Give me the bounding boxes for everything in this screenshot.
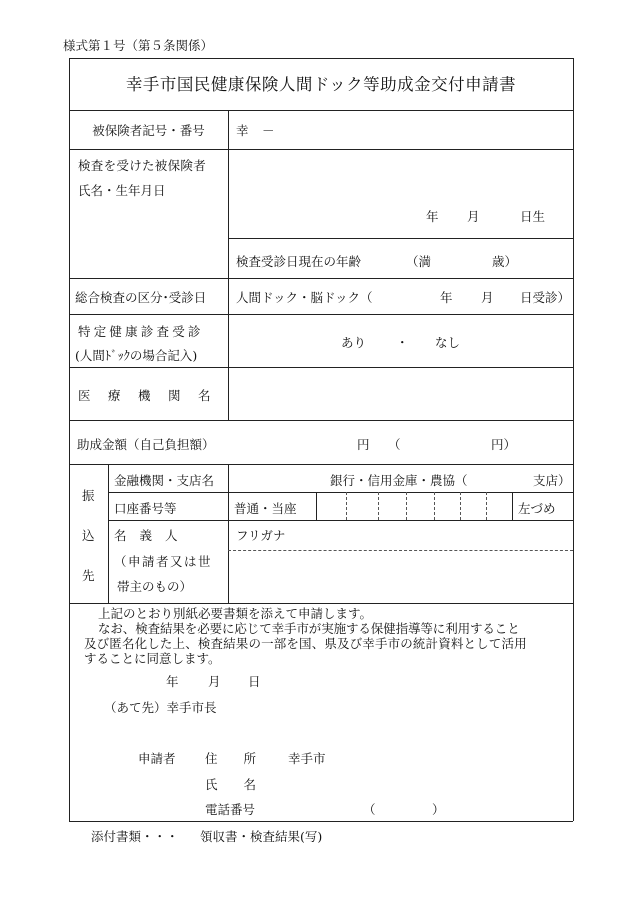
declaration-day: 日 [248,674,261,689]
amount-yen: 円 [357,437,370,452]
specific-checkup-label-line2: (人間ﾄﾞｯｸの場合記入) [75,348,198,363]
specific-checkup-label-line1: 特定健康診査受診 [78,324,204,339]
bank-value: 銀行・信用金庫・農協（ [330,473,468,488]
transfer-label-char-3: 先 [82,568,95,583]
phone-open: （ [363,802,376,817]
exam-type-label: 総合検査の区分･受診日 [75,290,207,305]
applicant-label: 申請者 [138,751,176,766]
form-title: 幸手市国民健康保険人間ドック等助成金交付申請書 [125,75,517,94]
declaration-month: 月 [208,674,221,689]
holder-note-line1: （申請者又は世 [114,554,213,569]
phone-close: ） [432,802,445,817]
amount-close: 円） [491,437,517,452]
birth-month: 月 [467,209,480,224]
bank-label: 金融機関・支店名 [114,473,215,488]
declaration-line4: することに同意します。 [84,651,221,666]
furigana-label: フリガナ [236,528,286,543]
address-label: 住所 [205,751,283,766]
examinee-label-line1: 検査を受けた被保険者 [78,158,207,173]
insurer-dash: － [262,123,275,138]
attachments-label: 添付書類・・・ [91,829,179,844]
insurer-number-label: 被保険者記号・番号 [92,123,205,138]
branch-label: 支店） [533,473,571,488]
left-align-note: 左づめ [518,501,556,516]
checkup-option-separator: ・ [396,335,409,350]
checkup-option-yes: あり [341,335,367,350]
declaration-line3: 及び匿名化した上、検査結果の一部を国、県及び幸手市の統計資料として活用 [84,636,527,651]
holder-note-line2: 帯主のもの） [117,579,193,594]
amount-open: （ [388,437,401,452]
address-value: 幸手市 [288,751,326,766]
transfer-label-char-1: 振 [82,488,95,503]
exam-year: 年 [440,290,453,305]
name-label: 氏名 [205,777,283,792]
phone-label: 電話番号 [205,802,256,817]
age-open: （満 [406,254,432,269]
exam-types: 人間ドック・脳ドック（ [236,290,373,305]
exam-day: 日受診） [520,290,571,305]
examinee-label-line2: 氏名・生年月日 [78,183,166,198]
account-label: 口座番号等 [114,501,177,516]
age-close: 歳） [492,254,518,269]
amount-label: 助成金額（自己負担額） [77,437,215,452]
form-number: 様式第１号（第５条関係） [63,38,214,53]
medical-institution-label: 医療機関名 [78,388,229,403]
declaration-line1: 上記のとおり別紙必要書類を添えて申請します。 [98,606,373,621]
addressee: （あて先）幸手市長 [104,700,217,715]
age-label: 検査受診日現在の年齢 [236,254,362,269]
exam-month: 月 [481,290,494,305]
holder-label: 名義人 [114,528,191,543]
account-types: 普通・当座 [234,501,297,516]
declaration-line2: なお、検査結果を必要に応じて幸手市が実施する保健指導等に利用すること [98,621,520,636]
birth-day: 日生 [520,209,546,224]
birth-year: 年 [426,209,439,224]
insurer-prefix: 幸 [236,123,249,138]
transfer-label-char-2: 込 [82,528,95,543]
checkup-option-no: なし [435,335,461,350]
attachments-items: 領収書・検査結果(写) [200,829,323,844]
declaration-year: 年 [166,674,179,689]
